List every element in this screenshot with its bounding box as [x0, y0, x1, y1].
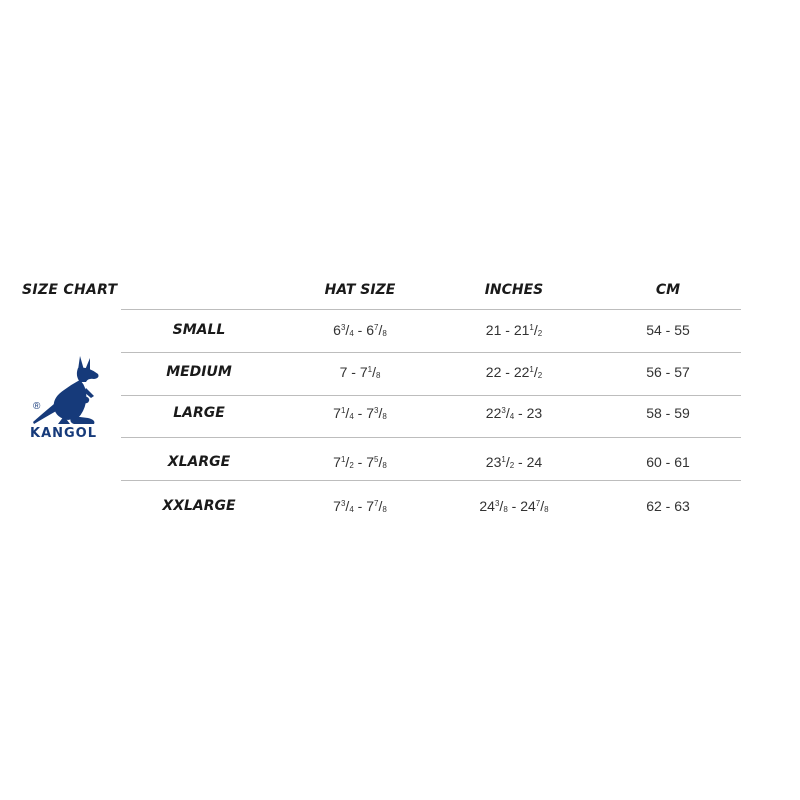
- fraction-slash: /: [345, 322, 350, 338]
- fraction-slash: /: [372, 364, 376, 380]
- whole-part: 7: [366, 454, 375, 470]
- hat-cell: [290, 322, 430, 338]
- fraction-numerator: 1: [529, 365, 534, 374]
- fraction-slash: /: [378, 498, 383, 514]
- fraction-slash: /: [533, 364, 538, 380]
- fraction-denominator: 8: [375, 371, 381, 380]
- brand-name: KANGOL: [30, 426, 98, 441]
- inches-cell: [444, 364, 584, 380]
- fraction-numerator: 3: [494, 499, 500, 508]
- inches-cell: [444, 322, 584, 338]
- cm-cell: 60 - 61: [646, 454, 690, 470]
- whole-part: 6: [333, 322, 341, 338]
- fraction-denominator: 4: [349, 329, 354, 338]
- range-separator: -: [507, 498, 521, 514]
- whole-part: 6: [366, 322, 375, 338]
- whole-part: 7: [333, 405, 341, 421]
- divider: [121, 309, 741, 310]
- hat-cell: [290, 454, 430, 470]
- range-separator: -: [347, 364, 360, 380]
- size-label: LARGE: [173, 405, 225, 421]
- fraction-slash: /: [505, 405, 510, 421]
- fraction-slash: /: [378, 454, 383, 470]
- divider: [121, 352, 741, 353]
- fraction-numerator: 7: [374, 499, 379, 508]
- header-hat-size: HAT SIZE: [324, 282, 396, 298]
- fraction-slash: /: [505, 454, 510, 470]
- range-separator: -: [514, 405, 527, 421]
- header-cm: CM: [655, 282, 681, 298]
- header-inches: INCHES: [484, 282, 544, 298]
- whole-part: 23: [485, 454, 502, 470]
- range-separator: -: [501, 364, 514, 380]
- size-chart-title: SIZE CHART: [22, 282, 118, 298]
- fraction-numerator: 3: [340, 323, 346, 332]
- hat-cell: [290, 498, 430, 514]
- fraction-numerator: 1: [501, 455, 506, 464]
- whole-part: 7: [339, 364, 348, 380]
- fraction-denominator: 2: [509, 461, 515, 470]
- whole-part: 7: [333, 498, 341, 514]
- fraction-numerator: 3: [374, 406, 379, 415]
- fraction-slash: /: [378, 322, 383, 338]
- whole-part: 23: [526, 405, 543, 421]
- fraction-denominator: 8: [382, 461, 387, 470]
- fraction-numerator: 7: [374, 323, 379, 332]
- size-label: XLARGE: [167, 454, 231, 470]
- fraction-slash: /: [378, 405, 383, 421]
- whole-part: 22: [513, 364, 530, 380]
- whole-part: 24: [479, 498, 495, 514]
- divider: [121, 437, 741, 438]
- whole-part: 24: [526, 454, 543, 470]
- divider: [121, 480, 741, 481]
- fraction-numerator: 1: [340, 455, 346, 464]
- fraction-denominator: 8: [503, 505, 508, 514]
- cm-cell: 56 - 57: [646, 364, 690, 380]
- range-separator: -: [514, 454, 527, 470]
- cm-cell: 54 - 55: [646, 322, 690, 338]
- whole-part: 21: [513, 322, 530, 338]
- fraction-denominator: 2: [349, 461, 354, 470]
- fraction-numerator: 3: [501, 406, 506, 415]
- divider: [121, 395, 741, 396]
- range-separator: -: [353, 405, 367, 421]
- whole-part: 22: [485, 364, 502, 380]
- fraction-denominator: 2: [537, 329, 543, 338]
- fraction-numerator: 1: [529, 323, 534, 332]
- whole-part: 7: [333, 454, 341, 470]
- fraction-slash: /: [540, 498, 545, 514]
- fraction-denominator: 8: [544, 505, 549, 514]
- fraction-denominator: 4: [349, 412, 354, 421]
- range-separator: -: [353, 498, 367, 514]
- whole-part: 22: [485, 405, 502, 421]
- cm-cell: 58 - 59: [646, 405, 690, 421]
- fraction-slash: /: [345, 498, 350, 514]
- size-label: MEDIUM: [166, 364, 232, 380]
- fraction-slash: /: [345, 405, 350, 421]
- inches-cell: [444, 498, 584, 514]
- range-separator: -: [501, 322, 514, 338]
- fraction-slash: /: [499, 498, 504, 514]
- whole-part: 21: [485, 322, 502, 338]
- fraction-numerator: 1: [367, 365, 373, 374]
- range-separator: -: [353, 322, 367, 338]
- inches-cell: [444, 405, 584, 421]
- inches-cell: [444, 454, 584, 470]
- hat-cell: [290, 405, 430, 421]
- range-separator: -: [353, 454, 367, 470]
- fraction-denominator: 4: [509, 412, 515, 421]
- whole-part: 24: [520, 498, 536, 514]
- size-label: XXLARGE: [162, 498, 236, 514]
- fraction-numerator: 7: [535, 499, 541, 508]
- fraction-numerator: 5: [374, 455, 379, 464]
- fraction-numerator: 1: [340, 406, 346, 415]
- whole-part: 7: [366, 498, 375, 514]
- whole-part: 7: [359, 364, 368, 380]
- size-label: SMALL: [172, 322, 226, 338]
- fraction-denominator: 8: [382, 505, 387, 514]
- cm-cell: 62 - 63: [646, 498, 690, 514]
- whole-part: 7: [366, 405, 375, 421]
- fraction-slash: /: [533, 322, 538, 338]
- fraction-numerator: 3: [340, 499, 346, 508]
- fraction-denominator: 8: [382, 329, 387, 338]
- fraction-slash: /: [345, 454, 350, 470]
- fraction-denominator: 8: [382, 412, 387, 421]
- hat-cell: [290, 364, 430, 380]
- fraction-denominator: 4: [349, 505, 354, 514]
- fraction-denominator: 2: [537, 371, 543, 380]
- registered-mark: ®: [33, 401, 41, 412]
